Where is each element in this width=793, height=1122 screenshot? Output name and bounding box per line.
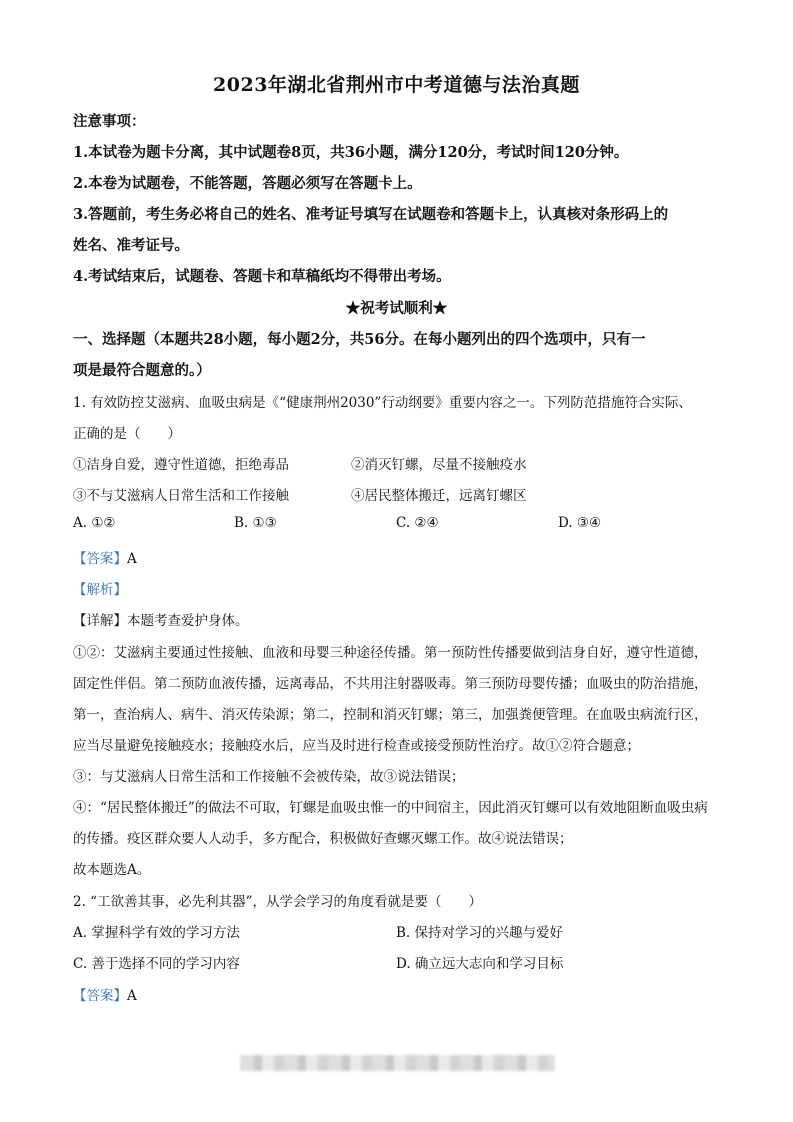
detail-text: 本题考查爱护身体。 xyxy=(127,613,249,629)
notice-line: 4.考试结束后，试题卷、答题卡和草稿纸均不得带出考场。 xyxy=(73,268,451,285)
explanation-line: 应当尽量避免接触疫水；接触疫水后，应当及时进行检查或接受预防性治疗。故①②符合题意； xyxy=(73,738,640,754)
notice-line: 2.本卷为试题卷，不能答题，答题必须写在答题卡上。 xyxy=(73,175,422,192)
explanation-line: ①②：艾滋病主要通过性接触、血液和母婴三种途径传播。第一预防性传播要做到洁身自好，遵守性道德， xyxy=(73,645,708,661)
q2-option-a: A. 掌握科学有效的学习方法 xyxy=(73,925,240,941)
q1-item: ②消灭钉螺，尽量不接触疫水 xyxy=(351,457,527,473)
page-title: 2023年湖北省荆州市中考道德与法治真题 xyxy=(213,74,580,96)
q2-option-c: C. 善于选择不同的学习内容 xyxy=(73,956,240,972)
explanation-line: ③：与艾滋病人日常生活和工作接触不会被传染，故③说法错误； xyxy=(73,769,465,785)
explanation-line: ④：“居民整体搬迁”的做法不可取，钉螺是血吸虫惟一的中间宿主，因此消灭钉螺可以有效地阻断血吸虫病 xyxy=(73,800,708,816)
q1-answer xyxy=(73,547,137,567)
q1-detail xyxy=(73,609,249,629)
question-2-stem: 2. “工欲善其事，必先利其器”，从学会学习的角度看就是要（ ） xyxy=(73,894,482,910)
q1-item: ①洁身自爱，遵守性道德，拒绝毒品 xyxy=(73,457,289,473)
answer-value: A xyxy=(127,551,137,567)
q1-item: ④居民整体搬迁，远离钉螺区 xyxy=(351,488,527,504)
q1-item: ③不与艾滋病人日常生活和工作接触 xyxy=(73,488,289,504)
notice-line: 姓名、准考证号。 xyxy=(73,237,189,254)
answer-value: A xyxy=(127,988,137,1004)
notice-heading: 注意事项： xyxy=(73,113,146,130)
detail-tag: 【详解】 xyxy=(73,613,127,629)
explanation-line: 固定性伴侣。第二预防血液传播，远离毒品，不共用注射器吸毒。第三预防母婴传播；血吸虫的防治措施， xyxy=(73,676,708,692)
notice-line: 3.答题前，考生务必将自己的姓名、准考证号填写在试题卷和答题卡上，认真核对条形码上的 xyxy=(73,206,669,223)
answer-tag: 【答案】 xyxy=(73,988,127,1004)
notice-line: 1.本试卷为题卡分离，其中试题卷8页，共36小题，满分120分，考试时间120分钟。 xyxy=(73,144,629,161)
section-heading: 一、选择题（本题共28小题，每小题2分，共56分。在每小题列出的四个选项中，只有一 xyxy=(73,331,646,348)
explanation-line: 的传播。疫区群众要人人动手，多方配合，积极做好查螺灭螺工作。故④说法错误； xyxy=(73,831,573,847)
explanation-line: 故本题选A。 xyxy=(73,862,151,878)
analysis-tag: 【解析】 xyxy=(73,582,127,598)
section-heading: 项是最符合题意的。） xyxy=(73,362,211,379)
answer-tag: 【答案】 xyxy=(73,551,127,567)
q2-answer xyxy=(73,984,137,1004)
q1-option-a: A. ①② xyxy=(73,515,116,531)
q1-option-b: B. ①③ xyxy=(234,515,277,531)
q2-option-b: B. 保持对学习的兴趣与爱好 xyxy=(396,925,564,941)
q1-option-d: D. ③④ xyxy=(558,515,602,531)
exam-wish: ★祝考试顺利★ xyxy=(345,300,448,317)
q2-option-d: D. 确立远大志向和学习目标 xyxy=(396,956,564,972)
explanation-line: 第一，查治病人、病牛、消灭传染源；第二，控制和消灭钉螺；第三，加强粪便管理。在血吸虫病流行区， xyxy=(73,707,708,723)
q1-option-c: C. ②④ xyxy=(396,515,439,531)
blurred-watermark xyxy=(240,1055,555,1071)
question-1-stem: 1. 有效防控艾滋病、血吸虫病是《“健康荆州2030”行动纲要》重要内容之一。下列防范措施符合实际、 xyxy=(73,395,692,411)
question-1-stem: 正确的是（ ） xyxy=(73,426,181,442)
